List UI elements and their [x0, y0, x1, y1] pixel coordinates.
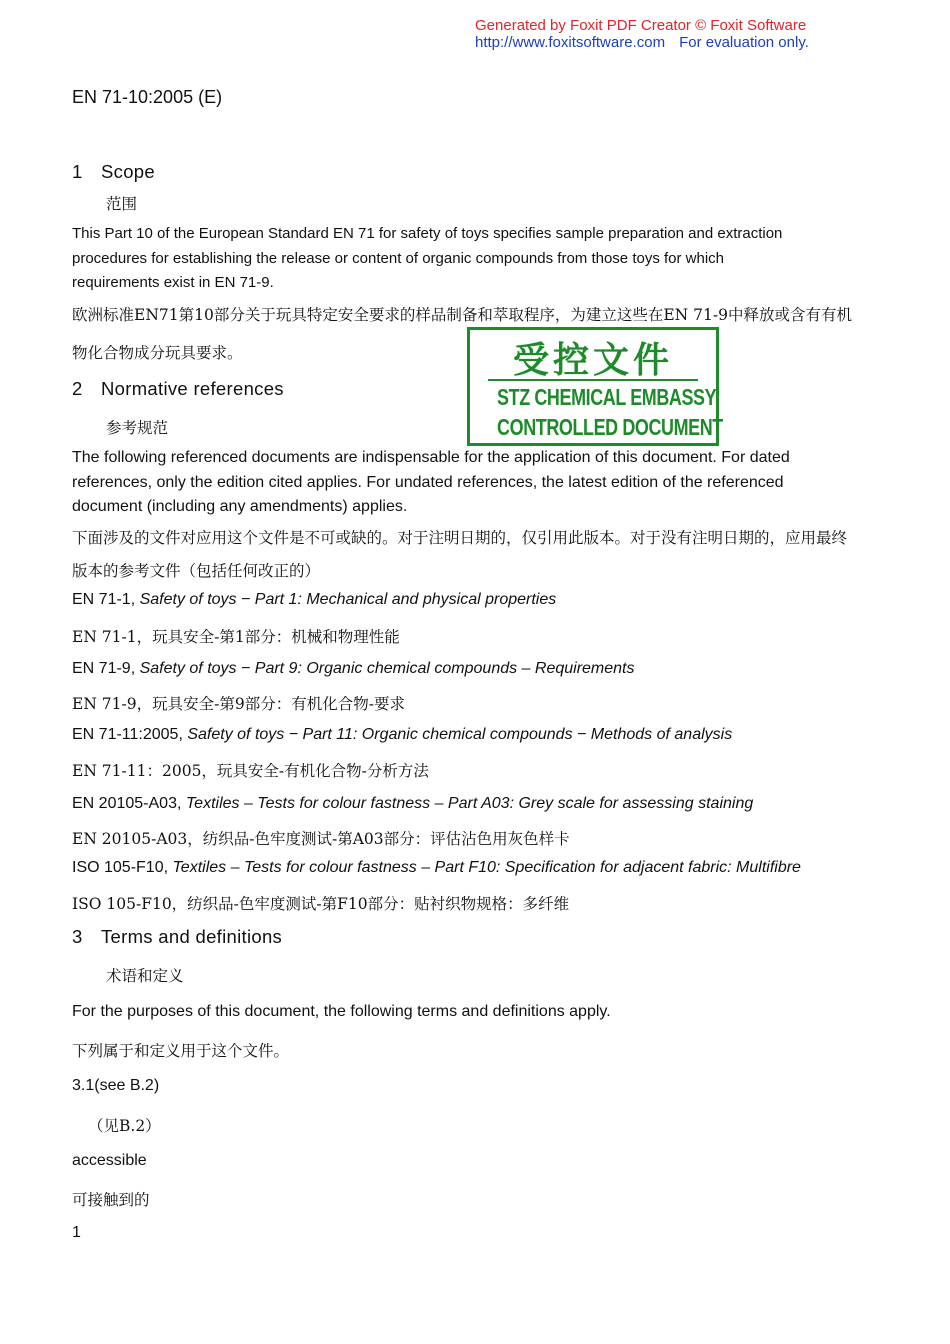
term-name-zh: 可接触到的	[72, 1191, 150, 1209]
section-3-title-zh: 术语和定义	[106, 967, 184, 985]
section-2-body-line: references, only the edition cited applies. For undated references, the latest edition of the referenced	[72, 474, 784, 491]
term-number: 3.1(see B.2)	[72, 1077, 160, 1094]
foxit-evaluation-note: For evaluation only.	[679, 34, 809, 51]
section-2-heading	[72, 378, 284, 400]
document-id: EN 71-10:2005 (E)	[72, 87, 223, 107]
reference-title: Textiles – Tests for colour fastness – Part F10: Specification for adjacent fabric: Multifibre	[172, 859, 801, 876]
reference-title: Safety of toys − Part 11: Organic chemical compounds − Methods of analysis	[187, 726, 733, 743]
reference-item	[72, 726, 732, 744]
section-3-heading	[72, 926, 282, 948]
reference-code: EN 71-11:2005,	[72, 726, 183, 743]
term-name: accessible	[72, 1152, 147, 1169]
reference-item-zh: EN 71-1，玩具安全-第1部分：机械和物理性能	[72, 628, 400, 646]
section-3-body-zh: 下列属于和定义用于这个文件。	[72, 1042, 290, 1060]
section-2-title: Normative references	[101, 378, 284, 399]
section-3-number: 3	[72, 926, 83, 947]
reference-item-zh: EN 71-11：2005，玩具安全-有机化合物-分析方法	[72, 762, 429, 780]
foxit-watermark-url-line	[475, 34, 809, 51]
reference-item-zh: EN 20105-A03，纺织品-色牢度测试-第A03部分：评估沾色用灰色样卡	[72, 830, 570, 848]
section-1-title: Scope	[101, 161, 155, 182]
term-number-zh: （见B.2）	[88, 1117, 161, 1135]
stamp-title-zh: 受控文件	[512, 339, 673, 381]
reference-title: Safety of toys − Part 1: Mechanical and physical properties	[139, 591, 557, 608]
stamp-rule	[488, 379, 698, 381]
section-1-body-line: This Part 10 of the European Standard EN 71 for safety of toys specifies sample preparation and extraction	[72, 225, 783, 242]
reference-code: EN 20105-A03,	[72, 795, 182, 812]
reference-title: Textiles – Tests for colour fastness – Part A03: Grey scale for assessing staining	[185, 795, 754, 812]
section-2-body-line: document (including any amendments) applies.	[72, 498, 408, 515]
reference-code: EN 71-1,	[72, 591, 136, 608]
reference-item-zh: ISO 105-F10，纺织品-色牢度测试-第F10部分：贴衬织物规格：多纤维	[72, 895, 570, 913]
section-3-title: Terms and definitions	[101, 926, 283, 947]
page-number: 1	[72, 1224, 81, 1241]
stamp-line-2: CONTROLLED DOCUMENT	[497, 414, 723, 440]
section-1-body-zh-line: 物化合物成分玩具要求。	[72, 344, 243, 362]
reference-item	[72, 591, 556, 609]
reference-title: Safety of toys − Part 9: Organic chemical compounds – Requirements	[139, 660, 635, 677]
section-2-body-zh-line: 版本的参考文件（包括任何改正的）	[72, 562, 321, 580]
section-2-body-zh-line: 下面涉及的文件对应用这个文件是不可或缺的。对于注明日期的，仅引用此版本。对于没有注明日期的，应用最终	[72, 529, 848, 547]
section-1-title-zh: 范围	[106, 195, 138, 213]
section-1-body-line: requirements exist in EN 71-9.	[72, 274, 274, 291]
section-1-heading	[72, 161, 155, 183]
section-1-number: 1	[72, 161, 83, 182]
reference-item	[72, 859, 801, 877]
section-2-body-line: The following referenced documents are indispensable for the application of this document. For dated	[72, 449, 790, 466]
section-1-body-zh-line: 欧洲标准EN71第10部分关于玩具特定安全要求的样品制备和萃取程序，为建立这些在EN 71-9中释放或含有有机	[72, 306, 852, 324]
foxit-watermark-line: Generated by Foxit PDF Creator © Foxit Software	[475, 17, 807, 34]
section-1-body-line: procedures for establishing the release or content of organic compounds from those toys for which	[72, 250, 725, 267]
controlled-document-stamp	[467, 327, 723, 446]
stamp-line-1: STZ CHEMICAL EMBASSY	[497, 384, 717, 410]
reference-code: EN 71-9,	[72, 660, 136, 677]
section-2-title-zh: 参考规范	[106, 419, 169, 437]
foxit-url: http://www.foxitsoftware.com	[475, 34, 666, 51]
section-3-body: For the purposes of this document, the following terms and definitions apply.	[72, 1003, 611, 1020]
section-2-number: 2	[72, 378, 83, 399]
reference-code: ISO 105-F10,	[72, 859, 169, 876]
reference-item-zh: EN 71-9，玩具安全-第9部分：有机化合物-要求	[72, 695, 405, 713]
reference-item	[72, 795, 753, 813]
reference-item	[72, 660, 635, 678]
